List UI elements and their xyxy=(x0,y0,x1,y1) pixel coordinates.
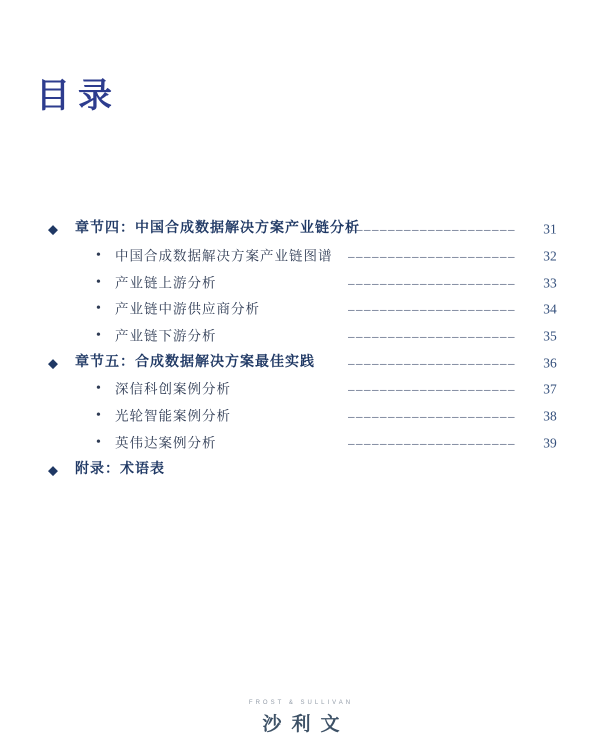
page-number: 35 xyxy=(543,328,557,344)
toc-row[interactable] xyxy=(36,349,576,376)
dash-leader: ––––––––––––––––––––– xyxy=(348,249,516,263)
dot-icon: • xyxy=(96,274,101,290)
toc-row[interactable] xyxy=(36,323,576,350)
brand-logo-chinese-text: 沙利文 xyxy=(262,714,350,735)
dash-leader: ––––––––––––––––––––– xyxy=(348,409,516,423)
dash-leader: ––––––––––––––––––––– xyxy=(348,222,516,236)
page-title: 目录 xyxy=(36,78,120,115)
toc-item-label: 章节四：中国合成数据解决方案产业链分析 xyxy=(75,221,360,237)
toc-item-label: 产业链中游供应商分析 xyxy=(115,301,260,317)
toc-item-label: 产业链下游分析 xyxy=(115,328,217,344)
dot-icon: • xyxy=(96,408,101,424)
page-number: 38 xyxy=(543,408,557,424)
dash-leader: ––––––––––––––––––––– xyxy=(348,382,516,396)
toc-item-label: 光轮智能案例分析 xyxy=(115,408,231,424)
dot-icon: • xyxy=(96,434,101,450)
dash-leader: ––––––––––––––––––––– xyxy=(348,276,516,290)
page-number: 31 xyxy=(543,221,557,237)
toc-row[interactable] xyxy=(36,403,576,430)
toc-row[interactable] xyxy=(36,430,576,457)
dash-leader: ––––––––––––––––––––– xyxy=(348,329,516,343)
toc-row[interactable] xyxy=(36,456,576,483)
toc-row[interactable] xyxy=(36,269,576,296)
page-number: 36 xyxy=(543,355,557,371)
toc-row[interactable] xyxy=(36,376,576,403)
toc-item-label: 深信科创案例分析 xyxy=(115,381,231,397)
toc-item-label: 章节五：合成数据解决方案最佳实践 xyxy=(75,354,315,370)
dash-leader: ––––––––––––––––––––– xyxy=(348,436,516,450)
page-number: 34 xyxy=(543,301,557,317)
dash-leader: ––––––––––––––––––––– xyxy=(348,356,516,370)
dot-icon: • xyxy=(96,381,101,397)
diamond-icon: ◆ xyxy=(48,355,58,371)
toc-item-label: 附录：术语表 xyxy=(75,461,165,477)
dash-leader: ––––––––––––––––––––– xyxy=(348,302,516,316)
page-number: 39 xyxy=(543,435,557,451)
dot-icon: • xyxy=(96,301,101,317)
page-number: 37 xyxy=(543,381,557,397)
diamond-icon: ◆ xyxy=(48,462,58,478)
toc-item-label: 产业链上游分析 xyxy=(115,274,217,290)
dot-icon: • xyxy=(96,248,101,264)
page-number: 33 xyxy=(543,274,557,290)
diamond-icon: ◆ xyxy=(48,221,58,237)
dot-icon: • xyxy=(96,328,101,344)
toc-row[interactable] xyxy=(36,296,576,323)
brand-logo-english-text: FROST & SULLIVAN xyxy=(248,700,354,706)
toc-item-label: 英伟达案例分析 xyxy=(115,435,217,451)
page-number: 32 xyxy=(543,248,557,264)
toc-row[interactable] xyxy=(36,216,576,243)
toc-row[interactable] xyxy=(36,243,576,270)
brand-logo xyxy=(0,700,602,736)
toc-list xyxy=(36,216,576,483)
toc-item-label: 中国合成数据解决方案产业链图谱 xyxy=(115,248,333,264)
